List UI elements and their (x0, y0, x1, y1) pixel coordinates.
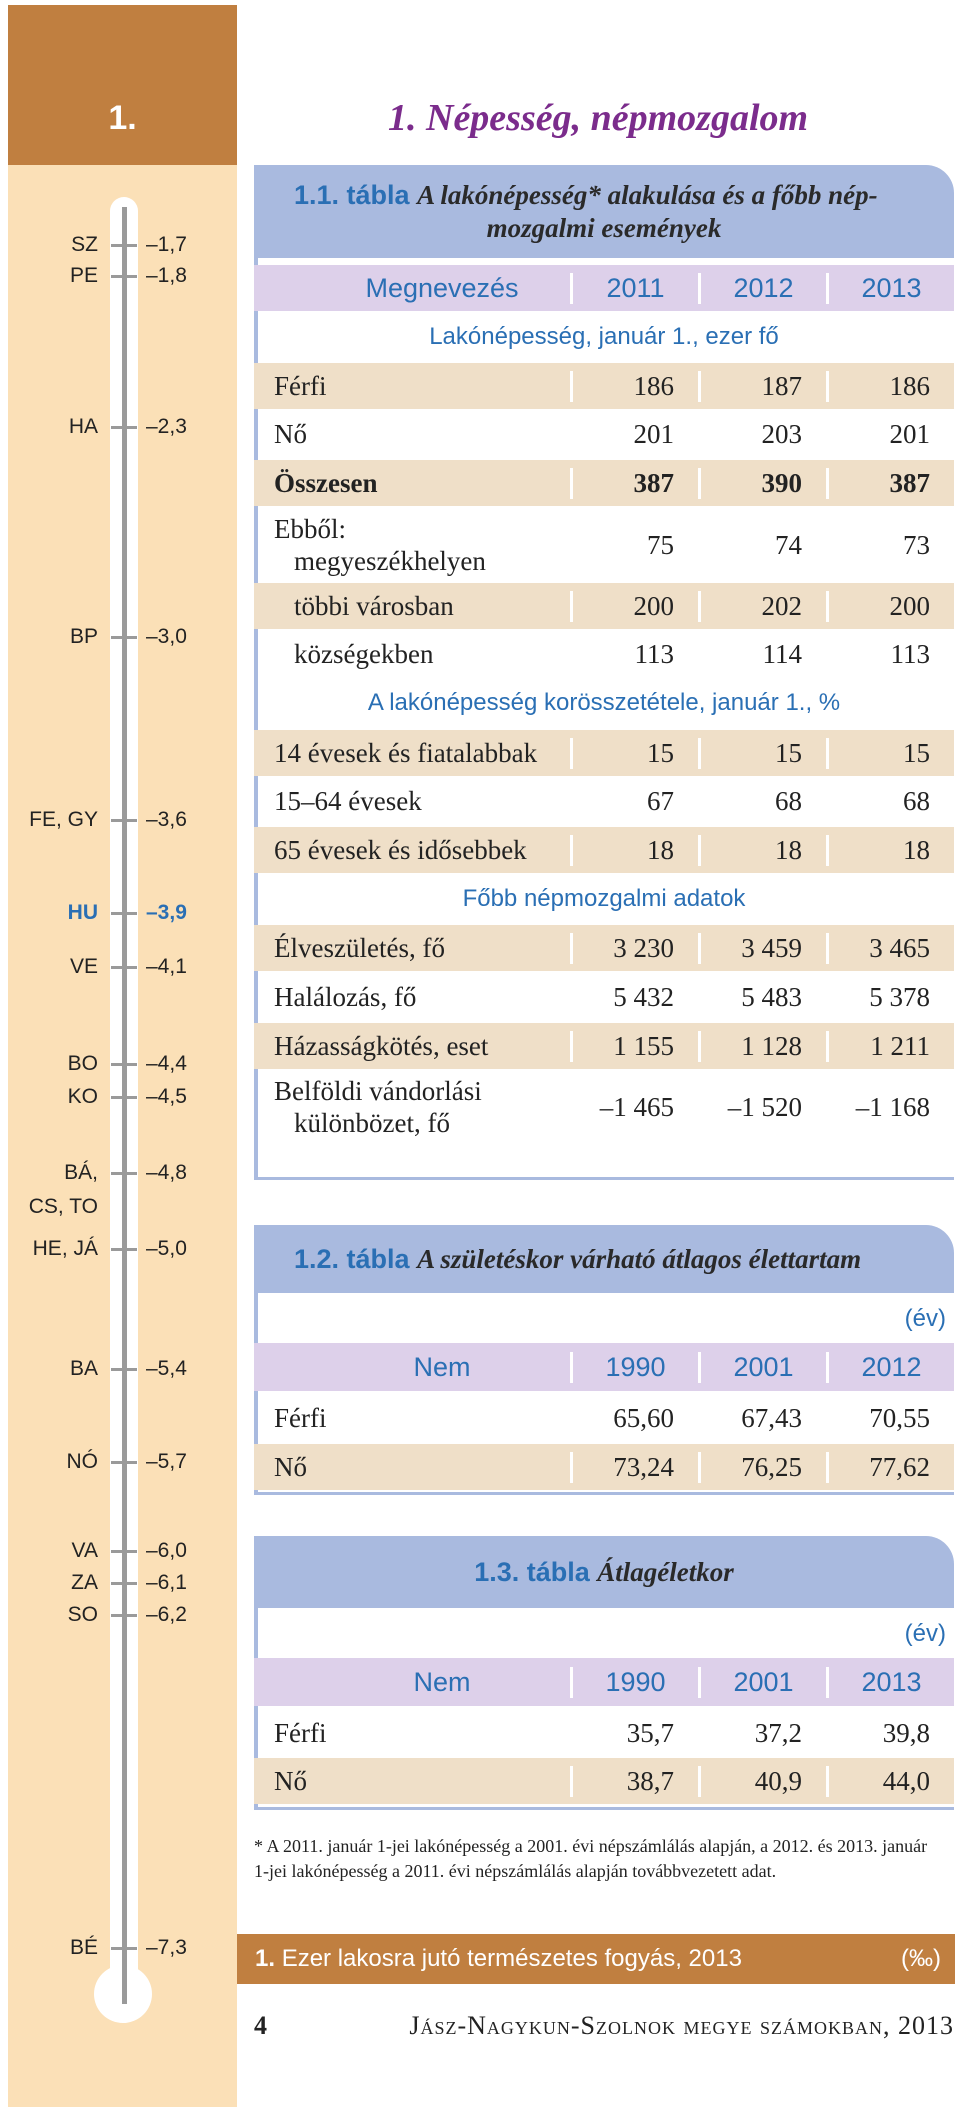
cell: 67,43 (741, 1402, 802, 1433)
scale-tick (111, 1550, 137, 1553)
chart-caption-bar (237, 1934, 955, 1984)
scale-tick (111, 1063, 137, 1066)
cell: 15 (570, 738, 698, 769)
cell: 35,7 (626, 1717, 674, 1748)
region-value: –3,6 (146, 808, 187, 831)
cell: 200 (570, 591, 698, 622)
table-row (254, 1071, 954, 1143)
cell: 3 459 (698, 933, 826, 964)
cell: –1 168 (855, 1091, 930, 1122)
caption-unit: (‰) (901, 1945, 941, 1972)
caption-text: Ezer lakosra jutó természetes fogyás, 2013 (281, 1945, 742, 1972)
row-label: Élveszületés, fő (274, 932, 445, 963)
row-label-line: Ebből: (274, 514, 346, 544)
table-row (254, 1023, 954, 1069)
cell: 3 465 (826, 933, 954, 964)
cell: 1 155 (570, 1031, 698, 1062)
chart-caption (255, 1945, 742, 1973)
cell: 77,62 (826, 1452, 954, 1483)
region-label: VA (71, 1539, 98, 1562)
table-number: 1.1. tábla (294, 180, 410, 210)
table-row (254, 1395, 954, 1441)
cell: 387 (826, 468, 954, 499)
header-label: Nem (413, 1351, 471, 1382)
region-label: PE (69, 264, 98, 287)
region-label: BÉ (69, 1936, 98, 1959)
region-value: –1,8 (146, 264, 187, 287)
region-value: –4,1 (146, 955, 187, 978)
table-row (254, 411, 954, 457)
scale-tick (111, 1368, 137, 1371)
header-year: 2012 (698, 273, 826, 304)
table-row (254, 1710, 954, 1756)
table-row (254, 925, 954, 971)
region-value: –4,5 (146, 1085, 187, 1108)
cell: 200 (826, 591, 954, 622)
section-title: Lakónépesség, január 1., ezer fő (429, 323, 779, 350)
scale-tick (111, 244, 137, 247)
scale-tick (111, 966, 137, 969)
cell: 73 (903, 529, 930, 560)
scale-tick (111, 1172, 137, 1175)
table-row (254, 730, 954, 776)
cell: 201 (633, 418, 674, 449)
region-label: HE, JÁ (32, 1237, 98, 1260)
cell: 44,0 (826, 1766, 954, 1797)
table-1-1 (254, 165, 954, 1180)
region-value: –5,4 (146, 1357, 187, 1380)
table-row (254, 778, 954, 824)
cell: 68 (903, 785, 930, 816)
cell: 5 432 (613, 981, 674, 1012)
region-label: BO (67, 1052, 98, 1075)
table-row (254, 511, 954, 579)
header-year: 1990 (570, 1352, 698, 1383)
cell: 202 (698, 591, 826, 622)
region-label: NÓ (66, 1450, 98, 1473)
row-label: Férfi (274, 370, 327, 401)
footnote: * A 2011. január 1-jei lakónépesség a 2001. évi népszámlálás alapján, a 2012. és 2013. január 1-jei lakónépesség a 2011. évi népszámlálás alapján továbbvezetett adat. (254, 1836, 928, 1881)
row-label: Nő (274, 1451, 307, 1482)
row-label: többi városban (294, 590, 454, 621)
scale-tick (111, 1582, 137, 1585)
cell: 65,60 (613, 1402, 674, 1433)
region-value: –6,1 (146, 1571, 187, 1594)
chapter-header (8, 5, 237, 165)
row-label-line: megyeszékhelyen (294, 546, 486, 576)
cell: 1 211 (826, 1031, 954, 1062)
cell: 75 (647, 529, 674, 560)
header-year: 2001 (698, 1667, 826, 1698)
cell: 18 (698, 835, 826, 866)
cell: 70,55 (869, 1402, 930, 1433)
cell: 38,7 (570, 1766, 698, 1797)
header-label: Megnevezés (365, 272, 519, 303)
table-row-total (254, 460, 954, 506)
row-label: Összesen (274, 467, 378, 498)
table-title-bar (254, 1225, 954, 1293)
region-label: FE, GY (29, 808, 98, 831)
cell: 37,2 (754, 1717, 802, 1748)
table-number: 1.2. tábla (294, 1244, 410, 1274)
cell: 18 (570, 835, 698, 866)
row-label (254, 1075, 570, 1139)
header-year: 2013 (826, 1667, 954, 1698)
cell: 1 128 (698, 1031, 826, 1062)
table-name: A születéskor várható átlagos élettartam (417, 1244, 862, 1274)
row-label: Férfi (274, 1402, 327, 1433)
region-value: –3,0 (146, 625, 187, 648)
row-label: Házasságkötés, eset (274, 1030, 489, 1061)
cell: 186 (826, 371, 954, 402)
scale-tick (111, 426, 137, 429)
table-bottom-border (254, 1492, 954, 1495)
cell: –1 520 (727, 1091, 802, 1122)
cell: 40,9 (698, 1766, 826, 1797)
table-bottom-border (254, 1177, 954, 1180)
table-row (254, 631, 954, 677)
chart-sidebar (8, 5, 237, 2107)
section-title: Főbb népmozgalmi adatok (462, 885, 746, 912)
row-label: 65 évesek és idősebbek (274, 834, 527, 865)
row-label: 14 évesek és fiatalabbak (274, 737, 538, 768)
cell: 114 (762, 638, 802, 669)
publication-title: Jász-Nagykun-Szolnok megye számokban, 2013 (409, 2011, 954, 2040)
region-value: –5,7 (146, 1450, 187, 1473)
cell: –1 465 (599, 1091, 674, 1122)
unit-label: (év) (904, 1620, 946, 1647)
region-label: CS, TO (28, 1195, 98, 1218)
page-number: 4 (254, 2011, 267, 2040)
cell: 390 (698, 468, 826, 499)
cell: 18 (826, 835, 954, 866)
row-label (254, 513, 570, 577)
region-label: BA (69, 1357, 98, 1380)
region-value: –3,9 (146, 901, 187, 924)
table-row (254, 974, 954, 1020)
scale-tick (111, 1947, 137, 1950)
region-value: –1,7 (146, 233, 187, 256)
scale-tick (111, 1096, 137, 1099)
cell: 203 (761, 418, 802, 449)
cell: 76,25 (698, 1452, 826, 1483)
cell: 187 (698, 371, 826, 402)
row-label: községekben (294, 638, 434, 669)
region-label: VE (69, 955, 98, 978)
table-row (254, 583, 954, 629)
row-label: Férfi (274, 1717, 327, 1748)
table-title-bar (254, 165, 954, 258)
row-label-line: Belföldi vándorlási (274, 1076, 482, 1106)
table-1-2 (254, 1225, 954, 1495)
header-label: Nem (413, 1666, 471, 1697)
cell: 387 (570, 468, 698, 499)
region-label: SO (67, 1603, 98, 1626)
region-label: BÁ, (64, 1161, 98, 1184)
table-header-row (254, 1658, 954, 1706)
scale-tick (111, 1248, 137, 1251)
table-header-row (254, 265, 954, 311)
cell: 15 (826, 738, 954, 769)
section-title: A lakónépesség korösszetétele, január 1., % (367, 689, 841, 716)
row-label: 15–64 évesek (274, 785, 422, 816)
table-name-cont: mozgalmi események (486, 213, 722, 243)
row-label: Nő (274, 418, 307, 449)
cell: 186 (570, 371, 698, 402)
region-value: –4,4 (146, 1052, 187, 1075)
region-label: SZ (71, 233, 98, 256)
cell: 74 (775, 529, 802, 560)
table-row (254, 1444, 954, 1490)
region-label: HU (67, 901, 98, 924)
cell: 15 (698, 738, 826, 769)
header-year: 2011 (570, 273, 698, 304)
scale-tick (111, 819, 137, 822)
table-number: 1.3. tábla (474, 1557, 590, 1587)
region-value: –6,0 (146, 1539, 187, 1562)
table-row (254, 827, 954, 873)
header-year: 2012 (826, 1352, 954, 1383)
cell: 113 (890, 638, 930, 669)
cell: 39,8 (882, 1717, 930, 1748)
scale-tick (111, 1614, 137, 1617)
table-bottom-border (254, 1807, 954, 1810)
cell: 3 230 (570, 933, 698, 964)
region-value: –4,8 (146, 1161, 187, 1184)
cell: 201 (889, 418, 930, 449)
header-year: 1990 (570, 1667, 698, 1698)
scale-tick (111, 912, 137, 915)
chapter-number: 1. (108, 99, 137, 137)
table-1-3 (254, 1536, 954, 1810)
table-name: A lakónépesség* alakulása és a főbb nép- (417, 180, 878, 210)
region-label: KO (67, 1085, 98, 1108)
caption-number: 1. (255, 1945, 276, 1972)
row-label: Nő (274, 1765, 307, 1796)
row-label: Halálozás, fő (274, 981, 417, 1012)
region-label: ZA (71, 1571, 98, 1594)
region-value: –5,0 (146, 1237, 187, 1260)
region-value: –7,3 (146, 1936, 187, 1959)
region-value: –6,2 (146, 1603, 187, 1626)
scale-tick (111, 636, 137, 639)
cell: 67 (647, 785, 674, 816)
table-title-bar (254, 1536, 954, 1608)
region-label: HA (68, 415, 98, 438)
region-label: BP (69, 625, 98, 648)
unit-label: (év) (904, 1305, 946, 1332)
header-year: 2013 (826, 273, 954, 304)
header-year: 2001 (698, 1352, 826, 1383)
scale-tick (111, 1461, 137, 1464)
scale-tick (111, 275, 137, 278)
region-value: –2,3 (146, 415, 187, 438)
table-header-row (254, 1343, 954, 1391)
table-name: Átlagéletkor (597, 1557, 734, 1587)
table-row (254, 363, 954, 409)
cell: 113 (634, 638, 674, 669)
page-title: 1. Népesség, népmozgalom (388, 97, 809, 139)
cell: 5 378 (869, 981, 930, 1012)
cell: 68 (775, 785, 802, 816)
cell: 5 483 (741, 981, 802, 1012)
cell: 73,24 (570, 1452, 698, 1483)
table-row (254, 1758, 954, 1804)
thermometer-scale-line (122, 207, 127, 2004)
row-label-line: különbözet, fő (294, 1108, 450, 1138)
